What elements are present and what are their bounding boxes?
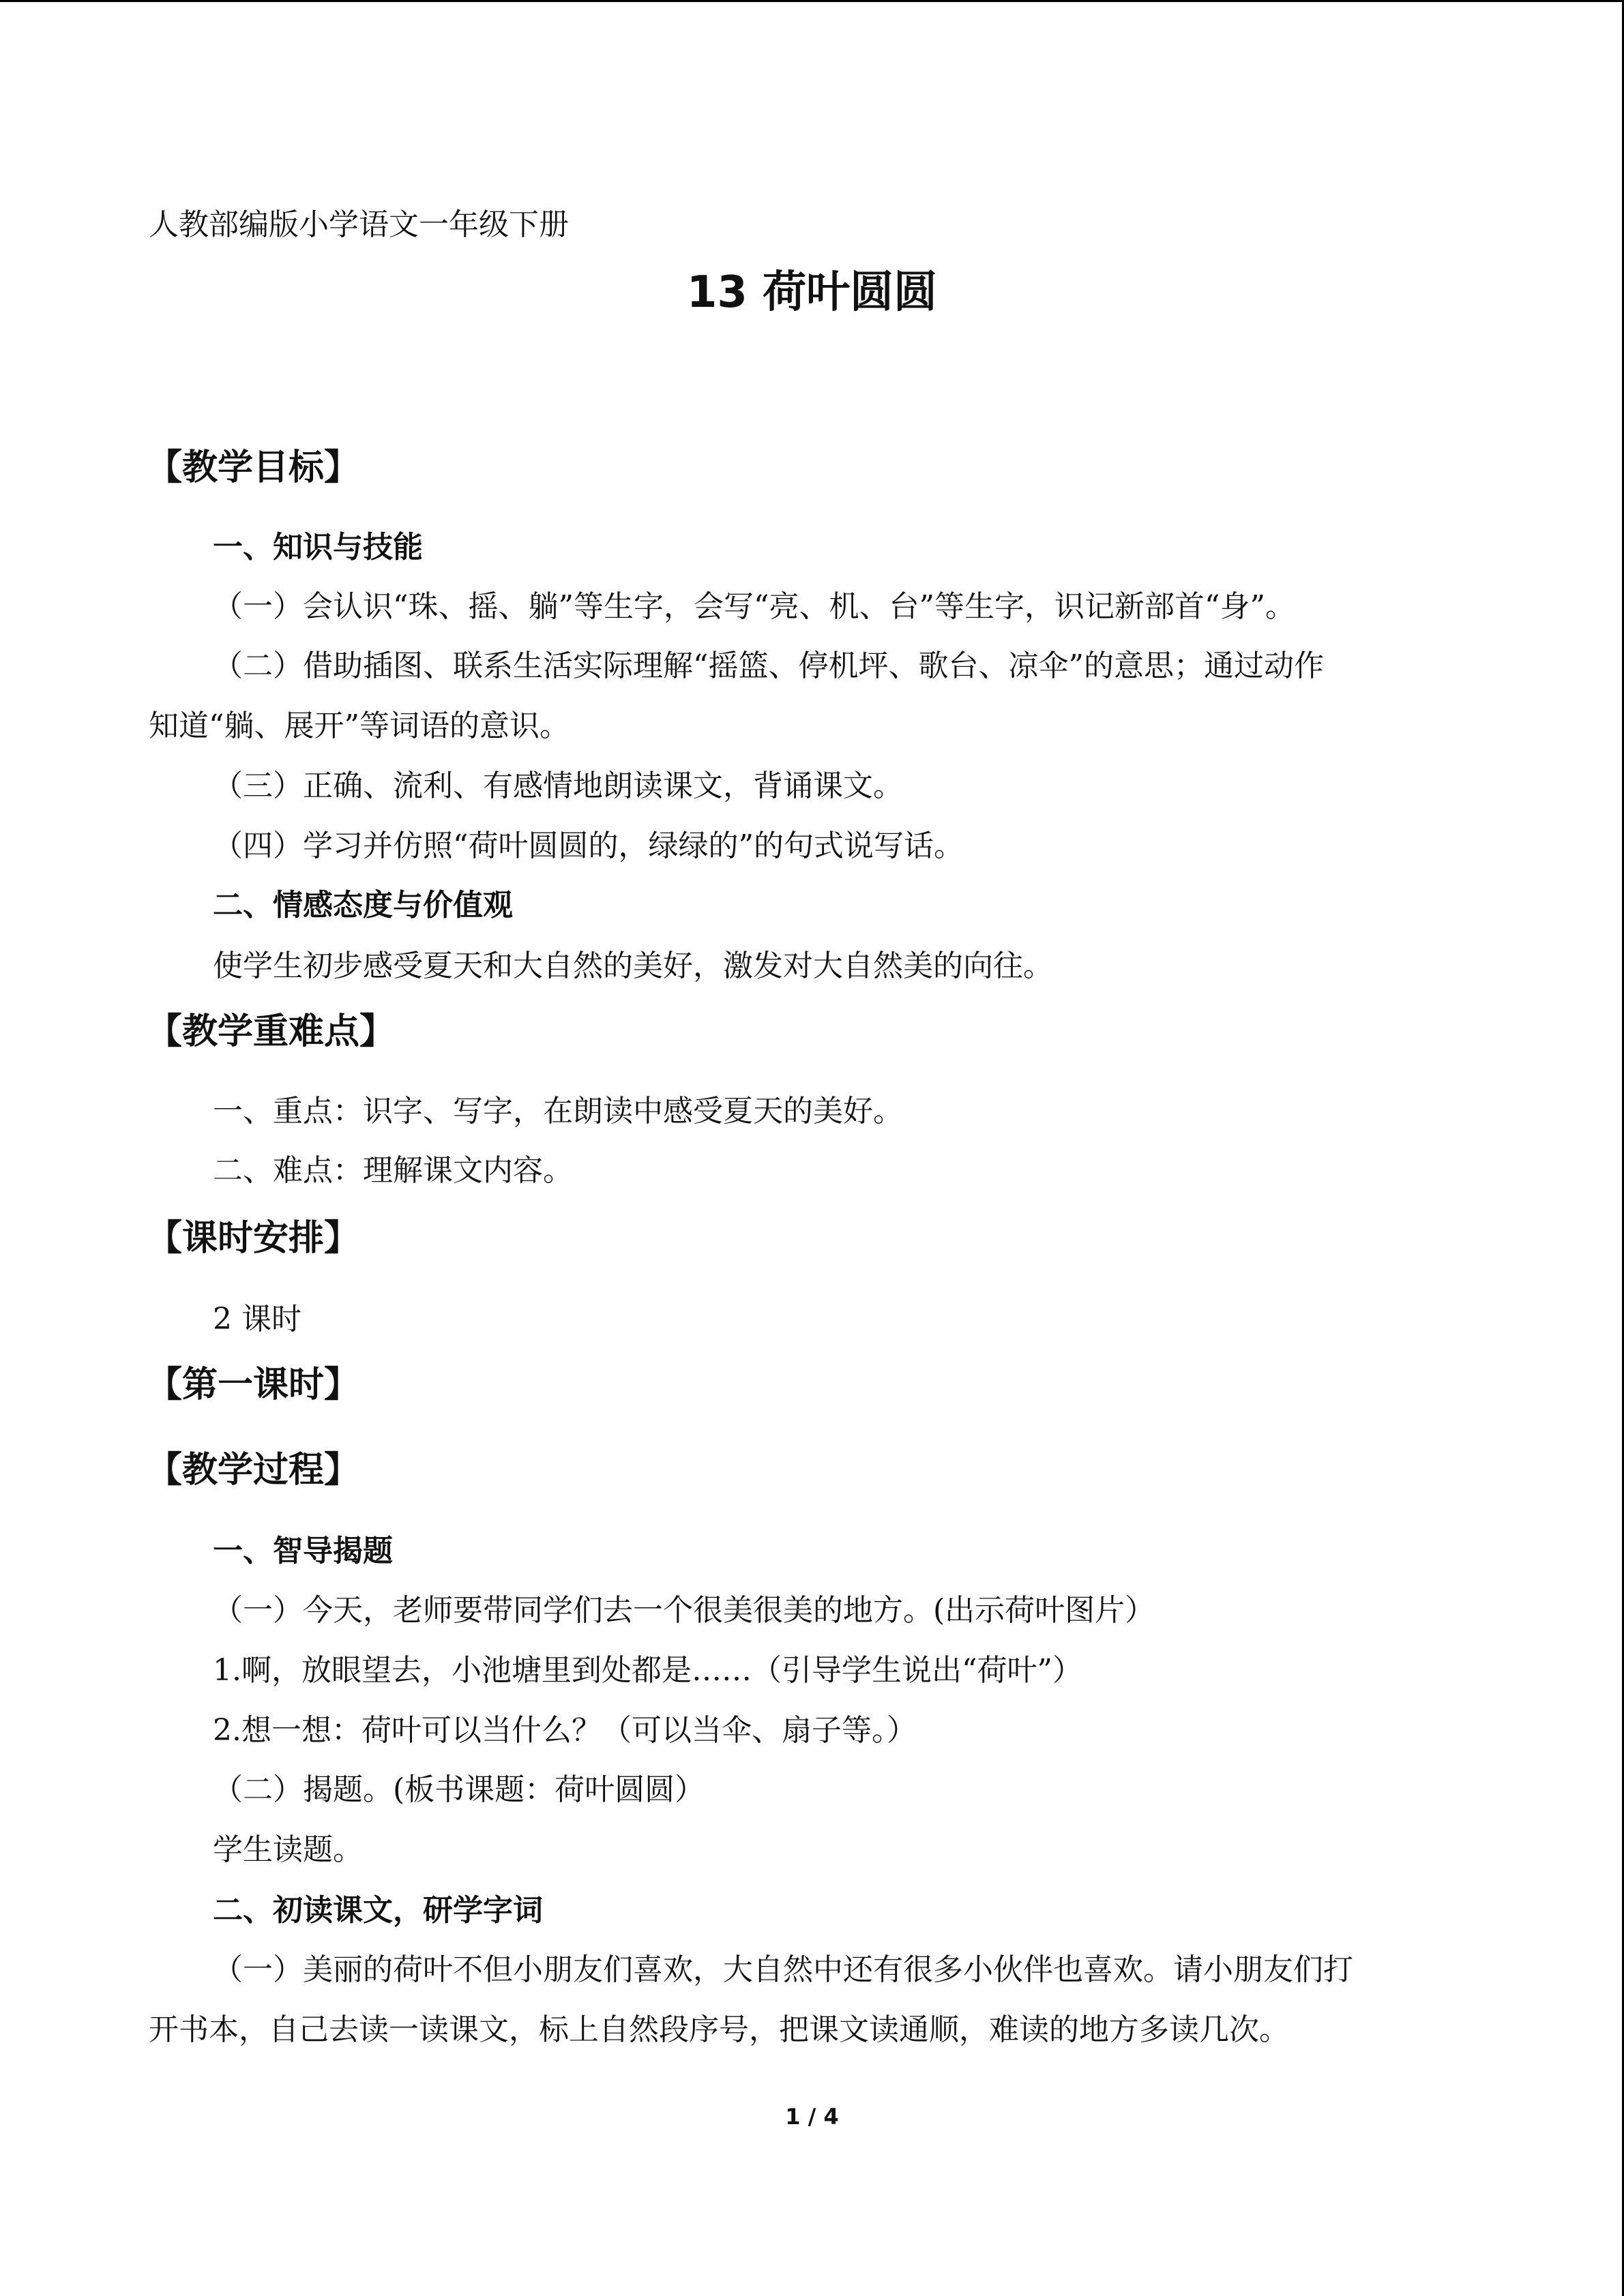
paragraph: 二、难点：理解课文内容。 <box>213 1153 573 1188</box>
paragraph: （一）今天，老师要带同学们去一个很美很美的地方。(出示荷叶图片） <box>213 1593 1155 1628</box>
paragraph: 一、重点：识字、写字，在朗读中感受夏天的美好。 <box>213 1094 903 1129</box>
paragraph: （一）会认识“珠、摇、躺”等生字，会写“亮、机、台”等生字，识记新部首“身”。 <box>213 589 1295 624</box>
paragraph: （四）学习并仿照“荷叶圆圆的，绿绿的”的句式说写话。 <box>213 829 964 863</box>
paragraph: 开书本，自己去读一读课文，标上自然段序号，把课文读通顺，难读的地方多读几次。 <box>149 2012 1289 2047</box>
paragraph: （二）借助插图、联系生活实际理解“摇篮、停机坪、歌台、凉伞”的意思；通过动作 <box>213 648 1324 683</box>
subhead-attitude-values: 二、情感态度与价值观 <box>213 888 513 923</box>
section-key-points: 【教学重难点】 <box>147 1011 396 1052</box>
page-number: 1 / 4 <box>785 2104 839 2130</box>
book-header: 人教部编版小学语文一年级下册 <box>149 207 569 242</box>
paragraph: 使学生初步感受夏天和大自然的美好，激发对大自然美的向往。 <box>213 949 1053 983</box>
paragraph: （二）揭题。(板书课题：荷叶圆圆） <box>213 1772 705 1807</box>
subhead-first-reading: 二、初读课文，研学字词 <box>213 1893 543 1928</box>
subhead-intro: 一、智导揭题 <box>213 1534 393 1568</box>
paragraph: 2 课时 <box>213 1302 301 1337</box>
section-schedule: 【课时安排】 <box>147 1218 360 1259</box>
paragraph: 学生读题。 <box>213 1832 363 1867</box>
paragraph: 2.想一想：荷叶可以当什么？（可以当伞、扇子等。） <box>213 1713 917 1748</box>
section-teaching-process: 【教学过程】 <box>147 1450 360 1491</box>
paragraph: 1.啊，放眼望去，小池塘里到处都是……（引导学生说出“荷叶”） <box>213 1653 1082 1688</box>
section-teaching-goals: 【教学目标】 <box>147 447 360 488</box>
section-first-lesson: 【第一课时】 <box>147 1365 360 1405</box>
subhead-knowledge-skills: 一、知识与技能 <box>213 530 423 565</box>
page-title: 13 荷叶圆圆 <box>686 267 938 318</box>
paragraph: （三）正确、流利、有感情地朗读课文，背诵课文。 <box>213 769 903 803</box>
paragraph: （一）美丽的荷叶不但小朋友们喜欢，大自然中还有很多小伙伴也喜欢。请小朋友们打 <box>213 1952 1353 1987</box>
paragraph: 知道“躺、展开”等词语的意识。 <box>149 709 570 743</box>
